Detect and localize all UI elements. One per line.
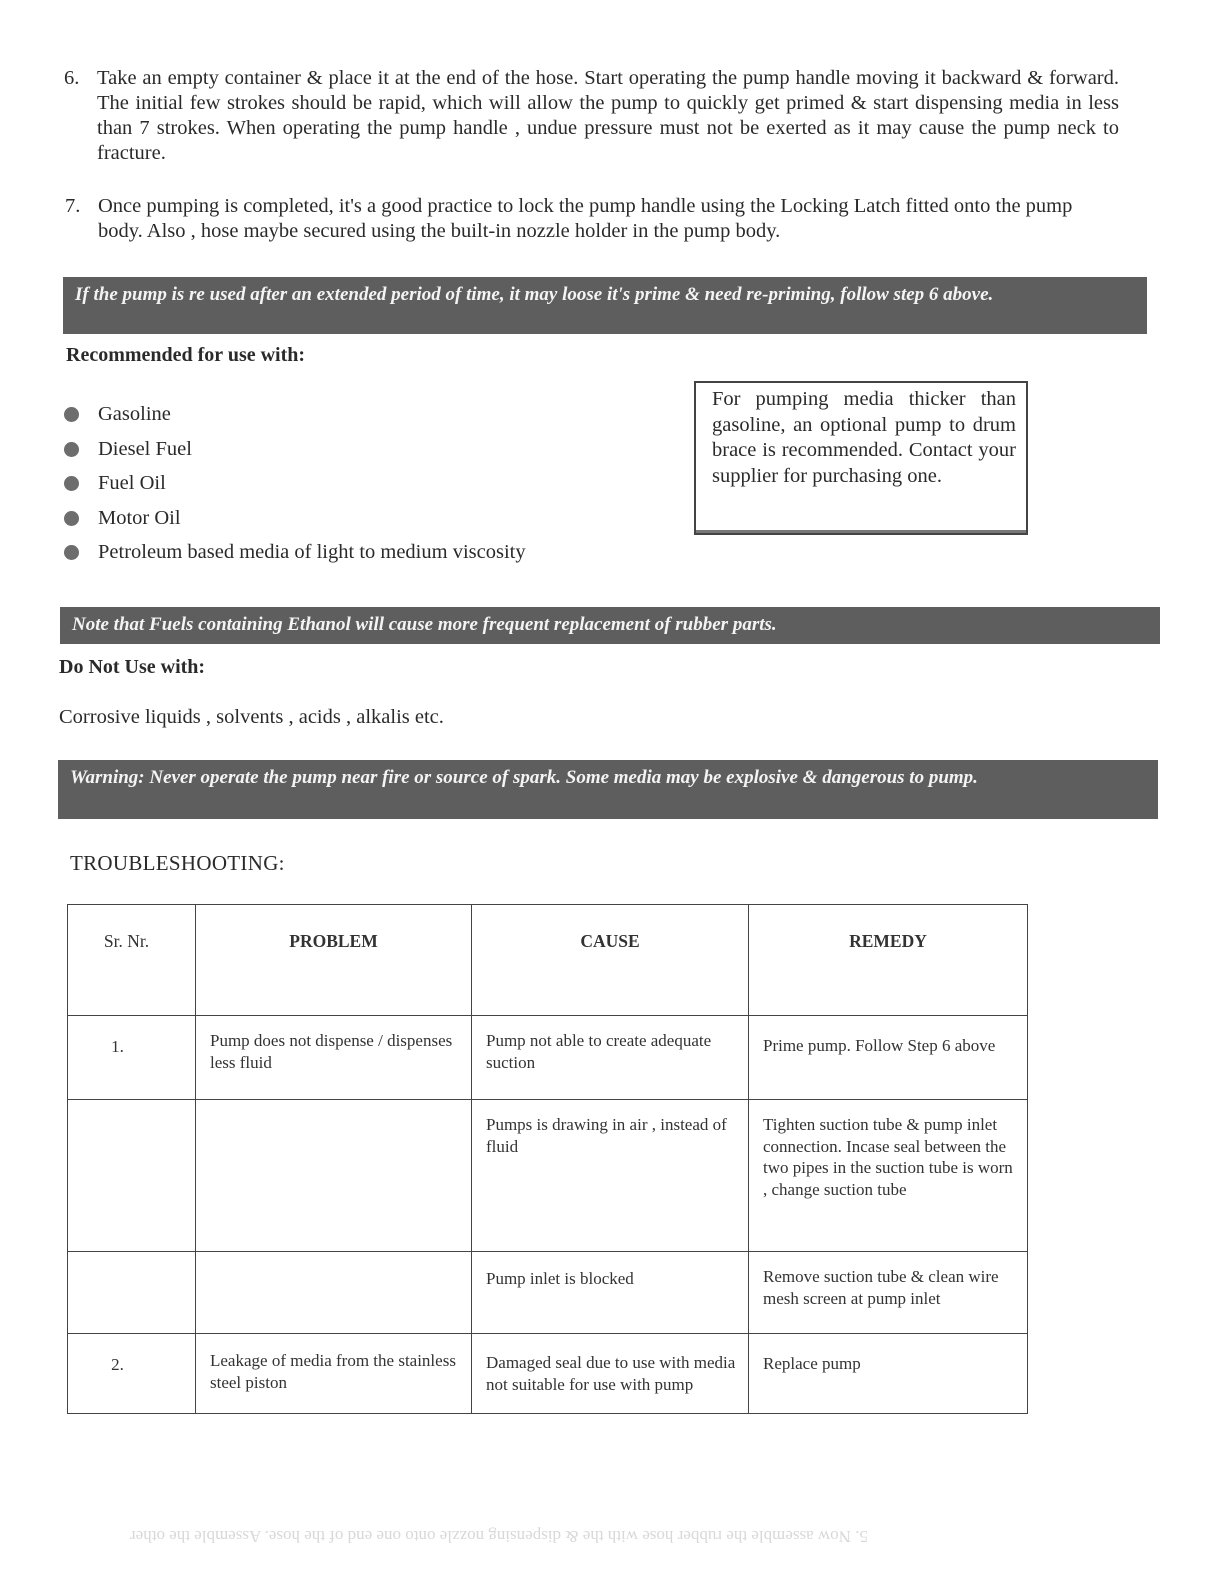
- column-header: Sr. Nr.: [68, 905, 196, 1016]
- step-text: Once pumping is completed, it's a good practice to lock the pump handle using the Locking Latch fitted onto the pump body. Also , hose maybe secured using the built-in nozzle holder in the pump body.: [98, 195, 1073, 242]
- warning-banner: Warning: Never operate the pump near fire or source of spark. Some media may be explosive & dangerous to pump.: [58, 760, 1158, 819]
- step-number: 7.: [65, 195, 81, 217]
- table-row: [68, 1100, 1028, 1252]
- bullet-icon: [64, 545, 79, 560]
- table-row: [68, 1252, 1028, 1334]
- bullet-icon: [64, 476, 79, 491]
- reprime-banner: If the pump is re used after an extended period of time, it may loose it's prime & need re-priming, follow step 6 above.: [63, 277, 1147, 334]
- table-cell: [196, 1252, 472, 1334]
- table-cell: 1.: [68, 1016, 196, 1100]
- table-cell: [68, 1100, 196, 1252]
- troubleshooting-heading: TROUBLESHOOTING:: [70, 851, 285, 875]
- list-item: Fuel Oil: [62, 469, 526, 504]
- table-cell: Damaged seal due to use with media not suitable for use with pump: [472, 1334, 749, 1414]
- column-header: REMEDY: [749, 905, 1028, 1016]
- do-not-use-text: Corrosive liquids , solvents , acids , alkalis etc.: [59, 706, 444, 728]
- bleed-through-text: 5. Now assemble the rubber hose with the & dispensing nozzle onto one end of the hose. Assemble the other: [130, 1527, 868, 1546]
- step-number: 6.: [64, 67, 80, 89]
- table-header-row: [68, 905, 1028, 1016]
- troubleshooting-table: [67, 904, 1028, 1414]
- table-cell: Pump not able to create adequate suction: [472, 1016, 749, 1100]
- table-cell: Pumps is drawing in air , instead of fluid: [472, 1100, 749, 1252]
- bullet-icon: [64, 407, 79, 422]
- table-cell: Tighten suction tube & pump inlet connection. Incase seal between the two pipes in the suction tube is worn , change suction tube: [749, 1100, 1028, 1252]
- list-item: Gasoline: [62, 400, 526, 435]
- bullet-icon: [64, 511, 79, 526]
- table-row: [68, 1016, 1028, 1100]
- table-cell: Prime pump. Follow Step 6 above: [749, 1016, 1028, 1100]
- list-item: Petroleum based media of light to medium viscosity: [62, 538, 526, 573]
- step-6: [64, 66, 1119, 166]
- drum-brace-note: For pumping media thicker than gasoline, an optional pump to drum brace is recommended. Contact your supplier for purchasing one.: [694, 381, 1028, 535]
- column-header: CAUSE: [472, 905, 749, 1016]
- step-text: Take an empty container & place it at the end of the hose. Start operating the pump handle moving it backward & forward. The initial few strokes should be rapid, which will allow the pump to quickly get primed & start dispensing media in less than 7 strokes. When operating the pump handle , undue pressure must not be exerted as it may cause the pump neck to fracture.: [97, 67, 1119, 164]
- ethanol-banner: Note that Fuels containing Ethanol will cause more frequent replacement of rubber parts.: [60, 607, 1160, 644]
- recommended-heading: Recommended for use with:: [66, 344, 306, 366]
- table-cell: [196, 1100, 472, 1252]
- table-cell: Remove suction tube & clean wire mesh screen at pump inlet: [749, 1252, 1028, 1334]
- list-item: Motor Oil: [62, 504, 526, 539]
- table-cell: Replace pump: [749, 1334, 1028, 1414]
- list-item: Diesel Fuel: [62, 435, 526, 470]
- table-cell: Leakage of media from the stainless steel piston: [196, 1334, 472, 1414]
- table-row: [68, 1334, 1028, 1414]
- table-cell: 2.: [68, 1334, 196, 1414]
- do-not-use-heading: Do Not Use with:: [59, 656, 206, 678]
- table-cell: Pump does not dispense / dispenses less fluid: [196, 1016, 472, 1100]
- recommended-list: [62, 400, 526, 573]
- column-header: PROBLEM: [196, 905, 472, 1016]
- table-cell: [68, 1252, 196, 1334]
- bullet-icon: [64, 442, 79, 457]
- table-cell: Pump inlet is blocked: [472, 1252, 749, 1334]
- step-7: [65, 194, 1098, 244]
